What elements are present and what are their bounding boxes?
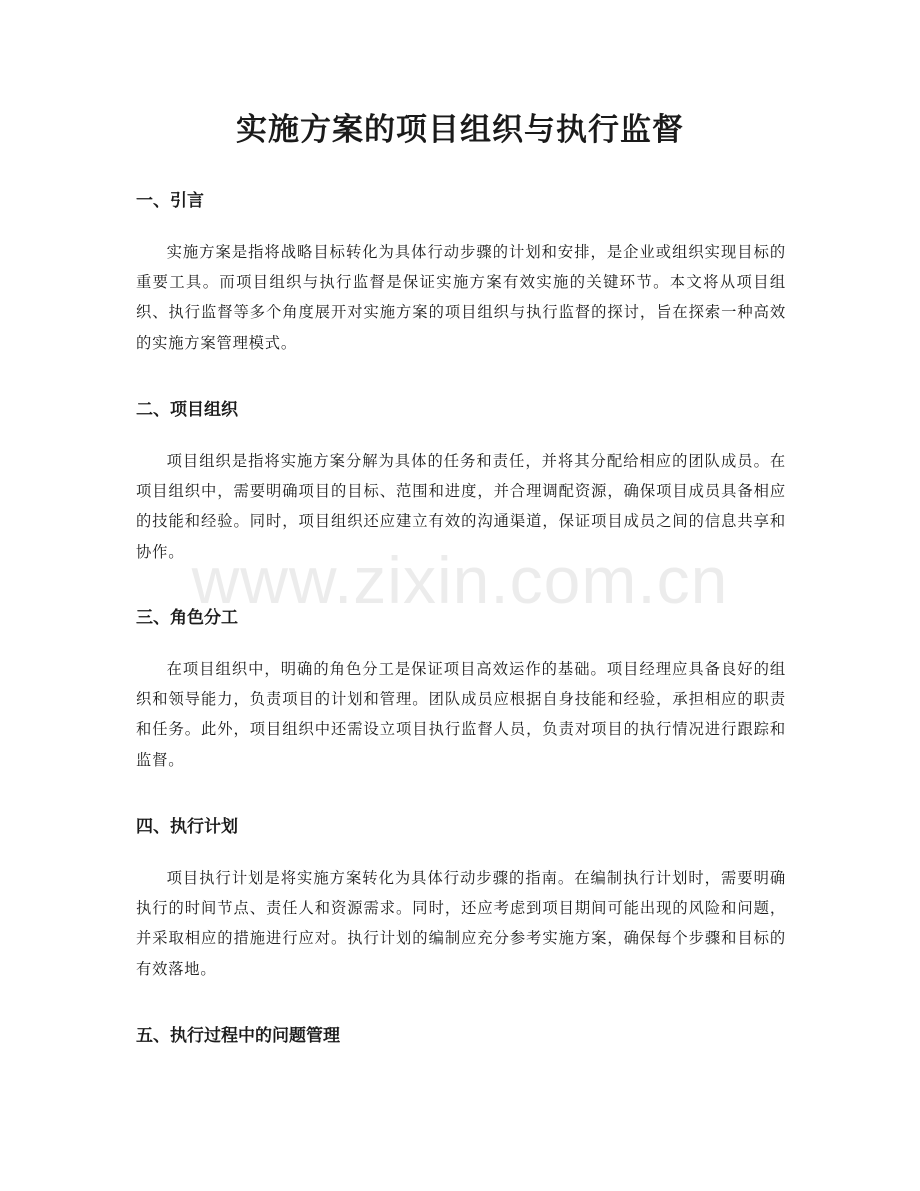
section-project-organization [136, 397, 786, 567]
section-execution-plan [136, 814, 786, 984]
section-issue-management [136, 1023, 786, 1049]
section-paragraph: 在项目组织中，明确的角色分工是保证项目高效运作的基础。项目经理应具备良好的组织和领导能力，负责项目的计划和管理。团队成员应根据自身技能和经验，承担相应的职责和任务。此外，项目组织中还需设立项目执行监督人员，负责对项目的执行情况进行跟踪和监督。 [136, 660, 786, 769]
section-heading: 三、角色分工 [136, 608, 238, 628]
section-introduction [136, 188, 786, 358]
section-role-division [136, 605, 786, 775]
watermark: www.zixin.com.cn [191, 543, 729, 617]
section-heading: 五、执行过程中的问题管理 [136, 1026, 340, 1046]
section-heading: 一、引言 [136, 191, 204, 211]
section-paragraph: 项目组织是指将实施方案分解为具体的任务和责任，并将其分配给相应的团队成员。在项目组织中，需要明确项目的目标、范围和进度，并合理调配资源，确保项目成员具备相应的技能和经验。同时，项目组织还应建立有效的沟通渠道，保证项目成员之间的信息共享和协作。 [136, 452, 786, 561]
section-heading: 二、项目组织 [136, 400, 238, 420]
document-title: 实施方案的项目组织与执行监督 [236, 112, 684, 148]
section-heading: 四、执行计划 [136, 817, 238, 837]
section-paragraph: 项目执行计划是将实施方案转化为具体行动步骤的指南。在编制执行计划时，需要明确执行的时间节点、责任人和资源需求。同时，还应考虑到项目期间可能出现的风险和问题，并采取相应的措施进行应对。执行计划的编制应充分参考实施方案，确保每个步骤和目标的有效落地。 [136, 869, 786, 978]
section-paragraph: 实施方案是指将战略目标转化为具体行动步骤的计划和安排，是企业或组织实现目标的重要工具。而项目组织与执行监督是保证实施方案有效实施的关键环节。本文将从项目组织、执行监督等多个角度展开对实施方案的项目组织与执行监督的探讨，旨在探索一种高效的实施方案管理模式。 [136, 243, 786, 352]
